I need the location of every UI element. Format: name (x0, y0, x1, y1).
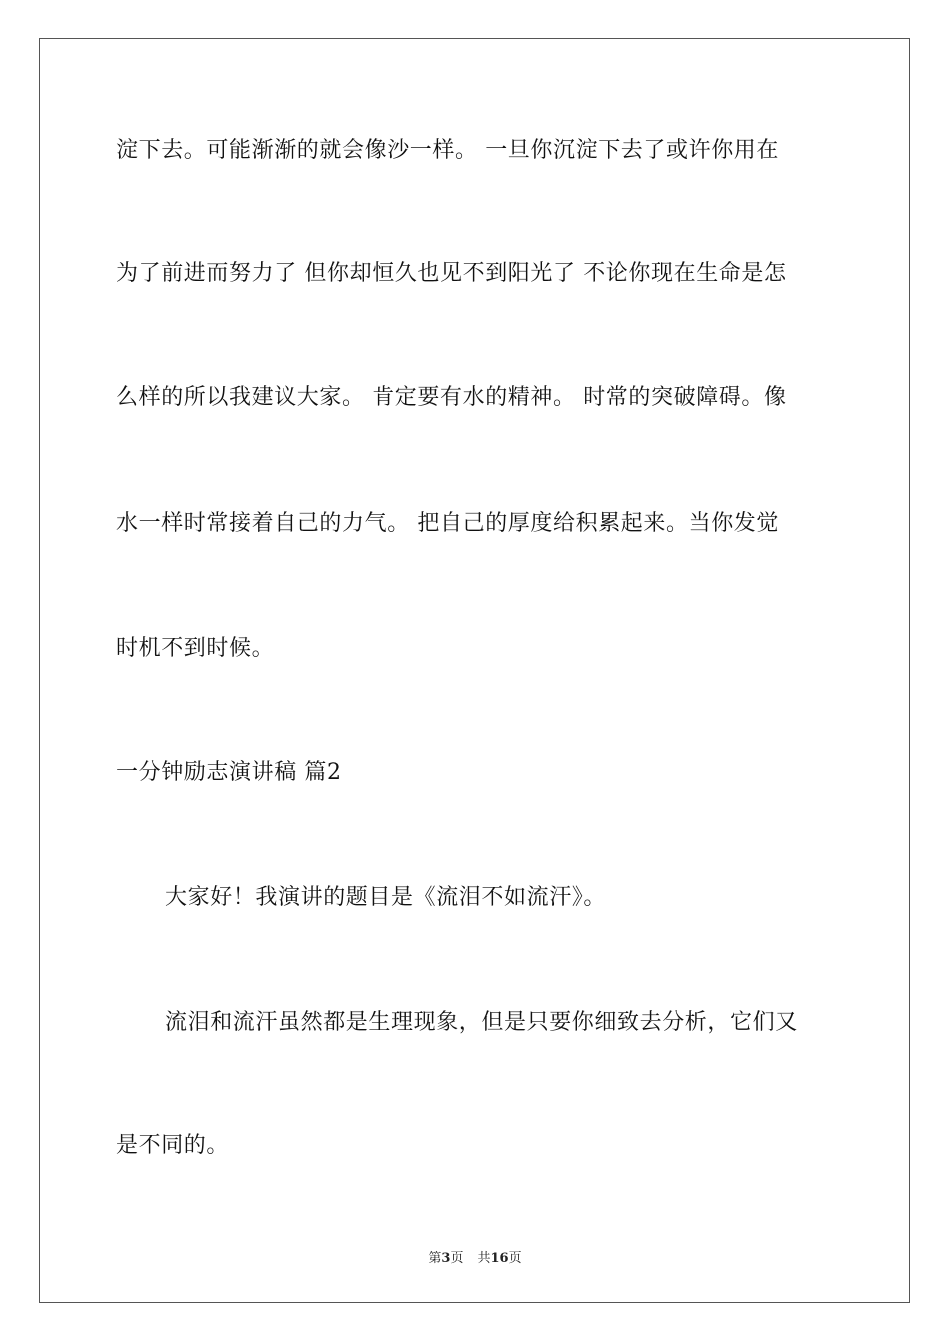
section-heading: 一分钟励志演讲稿 篇2 (116, 760, 342, 785)
total-suffix: 页 (508, 1251, 522, 1266)
page-number: 3 (441, 1251, 451, 1266)
page-frame (39, 38, 910, 1303)
body-line-2: 为了前进而努力了 但你却恒久也见不到阳光了 不论你现在生命是怎 (116, 261, 787, 286)
body-line-1: 淀下去。可能渐渐的就会像沙一样。 一旦你沉淀下去了或许你用在 (116, 138, 779, 163)
body-line-6: 流泪和流汗虽然都是生理现象，但是只要你细致去分析，它们又 (165, 1010, 798, 1035)
body-line-7: 是不同的。 (116, 1133, 230, 1158)
total-pages: 16 (490, 1251, 509, 1266)
greeting-paragraph: 大家好！我演讲的题目是《流泪不如流汗》。 (165, 885, 607, 910)
body-line-4: 水一样时常接着自己的力气。 把自己的厚度给积累起来。当你发觉 (116, 511, 779, 536)
page-prefix: 第 (428, 1251, 442, 1266)
total-prefix: 共 (477, 1251, 491, 1266)
page-suffix: 页 (450, 1251, 464, 1266)
page-footer (0, 1247, 950, 1266)
body-line-5: 时机不到时候。 (116, 636, 275, 661)
body-line-3: 么样的所以我建议大家。 肯定要有水的精神。 时常的突破障碍。像 (116, 385, 787, 410)
